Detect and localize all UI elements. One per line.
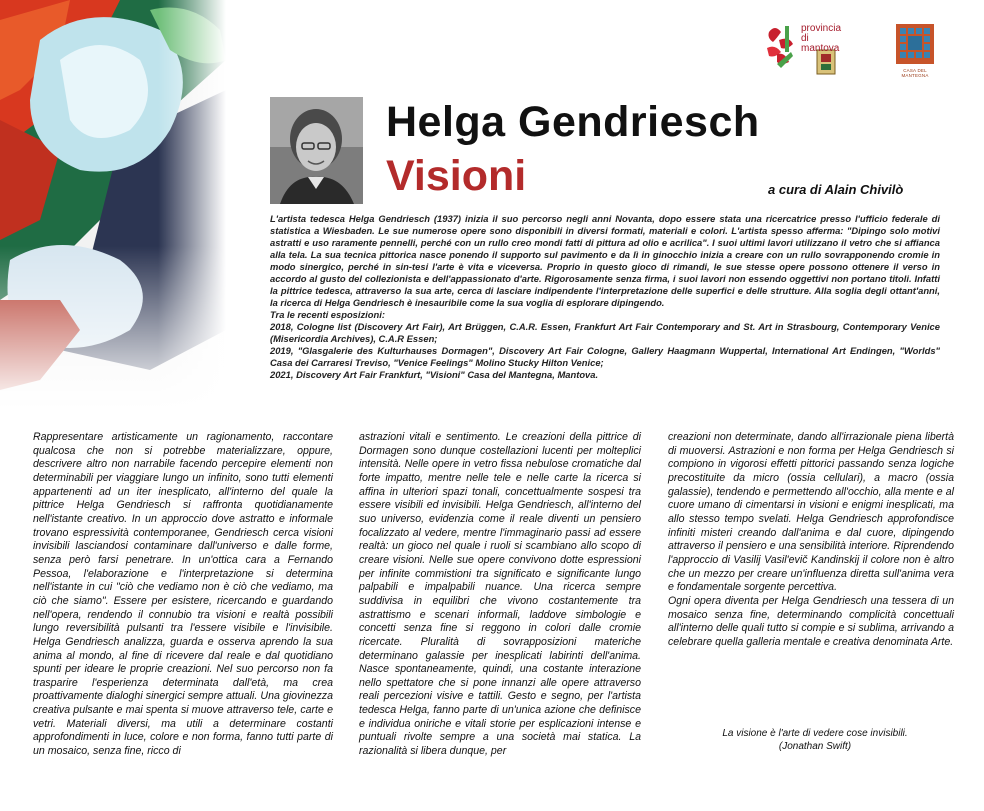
bio-intro: L'artista tedesca Helga Gendriesch (1937) inizia il suo percorso negli anni Novanta, dopo essere stata una ricercatrice presso l'ufficio federale di statistica a Wiesbaden. Le sue numerose opere sono disponibili in diversi formati, materiali e colori. L'artista spesso afferma: "Dipingo solo motivi astratti e uso raramente pennelli, perché con un rullo creo mondi fatti di pittura ad olio e acrilica". I suoi ultimi lavori utilizzano il vetro che si affianca alla tela. La sua tecnica pittorica nasce ponendo il supporto sul pavimento e da lì in ginocchio inizia a creare con un rullo sovrapponendo cromie in modo sinergico, perché in sin-tesi l'arte è vita e viceversa. Proprio in questo gioco di rimandi, le sue stesse opere possono ottenere il verso in accordo al gusto del collezionista e dell'appassionato d'arte. Rigorosamente senza firma, i suoi lavori non essendo oggettivi non portano titoli. Infatti la pittrice tedesca, attraverso la sua arte, cerca di lasciare indipendente l'interpretazione delle superfici e delle strutture. Alla soglia degli ottant'anni, la ricerca di Helga Gendriesch è inesauribile come la sua voglia di esplorare dipingendo. [270,213,940,308]
artist-portrait-photo [270,97,363,204]
artist-name: Helga Gendriesch [386,98,760,146]
exhibition-entry: 2018, Cologne list (Discovery Art Fair), Art Brüggen, C.A.R. Essen, Frankfurt Art Fair Contemporary and St. Art in Strasbourg, Contemporary Venice (Misericordia Archives), C.A.R Essen; [270,321,940,344]
provincia-text [801,24,845,54]
essay-text-2: astrazioni vitali e sentimento. Le creazioni della pittrice di Dormagen sono dunque costellazioni lucenti per molteplici intensità. Nelle opere in vetro fissa nebulose cromatiche dal forte impatto, mentre nelle tele e nelle carte la ricerca si affina in ulteriori spazi tonali, concettualmente sospesi tra essere visibili ed invisibili. Helga Gendriesch, all'interno del suo universo, evidenzia come il reale diventi un pensiero focalizzato al vedere, mentre l'immaginario passi ad essere realtà: un gioco nel quale i ruoli si scambiano allo scopo di creare visioni. Nelle sue opere convivono dotte espressioni per infinite commistioni tra significato e significante lungo palpabili e impalpabili nuance. Una ricerca sempre suddivisa in equilibri che vivono costantemente tra astrattismo e scenari informali, laddove simbologie e concetti senza fine si reggono in colori dalle cromie ricercate. Pluralità di sovrapposizioni materiche determinano galassie per inesplicati labirinti dell'anima. Nasce spontaneamente, quindi, una costante interazione nello spettatore che si pone innanzi alle opere attraverso reali percezioni visive e tattili. Gesto e segno, per l'artista tedesca Helga, fanno parte di un'unica azione che definisce e individua oniriche e vitali storie per esplicazioni intense e puntuali rivolte sempre a una società mai statica. La razionalità si libera dunque, per [359,431,641,758]
curator-credit: a cura di Alain Chivilò [768,182,904,197]
artwork-painting [0,0,226,410]
provincia-logo [765,22,845,80]
quote-text: La visione è l'arte di vedere cose invisibili. [722,728,908,739]
exhibition-entry: 2021, Discovery Art Fair Frankfurt, "Visioni" Casa del Mantegna, Mantova. [270,369,599,380]
exhibition-entry: 2019, "Glasgalerie des Kulturhauses Dormagen", Discovery Art Fair Cologne, Gallery Haagmann Wuppertal, International Art Endingen, "Worlds" Casa dei Carraresi Treviso, "Venice Feelings" Molino Stucky Hilton Venice; [270,345,940,368]
essay-column-2 [359,431,641,759]
casa-del-mantegna-label: CASA DEL MANTEGNA [901,68,929,78]
essay-text-3b: Ogni opera diventa per Helga Gendriesch una tessera di un mosaico senza fine, determinando complicità concettuali all'interno delle quali tutto si compie e si sublima, arrivando a celebrare quella galleria mentale e creativa denominata Arte. [668,594,954,648]
essay-column-3 [668,431,954,650]
provincia-line1: provincia [801,23,842,34]
casa-del-mantegna-logo [890,22,940,78]
exhibitions-heading: Tra le recenti esposizioni: [270,309,385,320]
essay-text-1: Rappresentare artisticamente un ragionamento, raccontare qualcosa che non si potrebbe materializzare, oppure, descrivere altro non narrabile facendo percepire elementi non determinabili per viaggiare lungo un infinito, sono tutti elementi appartenenti ad un iter inesplicato, all'interno del quale la pittrice Helga Gendriesch si raffronta quotidianamente nell'istante creativo. In un approccio dove astratto e informale trovano espressività contemporanee, Gendriesch cerca visioni invisibili lasciandosi contaminare dall'universo e dalle forme, senza però farsi penetrare. In un'ottica cara a Fernando Pessoa, l'elaborazione e l'interpretazione si determina nell'istante in cui "ciò che vediamo non è ciò che vediamo, ma ciò che siamo". Essere per esistere, ricercando e guardando nell'opera, rendendo il connubio tra visioni e realtà possibili lungo reversibilità pulsanti tra l'essere visibile e l'invisibile. Helga Gendriesch analizza, guarda e osserva aprendo la sua anima al mondo, al fine di ricevere dal reale e dal quotidiano spunti per ideare le proprie creazioni. Nel suo percorso non fa trasparire l'esperienza determinata dall'età, ma crea proattivamente dialoghi sinergici sempre attuali. Una giovinezza creativa pulsante e mai spenta si muove attraverso tele, carte e vetri. Materiali diversi, ma utili a determinare costanti approfondimenti in luce, colore e non forma, fanno tutti parte di un mosaico, senza fine, ricco di [33,431,333,758]
essay-text-3a: creazioni non determinate, dando all'irrazionale piena libertà di muoversi. Astrazioni e non forma per Helga Gendriesch si compiono in vigorosi effetti pittorici passando senza logiche precostituite da micro (ossia cellulari), a macro (ossia galassie), tendendo e permettendo all'occhio, alla mente e al cuore umano di cimentarsi in visioni e enigmi inesplicati, ma allo stesso tempo svelati. Helga Gendriesch approfondisce infiniti misteri creando dall'anima e dal cuore, dipingendo attraverso il pensiero e una sensibilità interiore. Riprendendo l'approccio di Vasilij Vasil'evič Kandinskij il colore non è altro che un mezzo per creare un'influenza diretta sull'anima vera e fondamentale sorgente percettiva. [668,431,954,594]
essay-column-1 [33,431,333,759]
provincia-line2: di mantova [801,33,840,54]
artist-biography [270,213,940,381]
quote-author: (Jonathan Swift) [778,741,852,752]
closing-quote [700,727,930,753]
exhibition-title: Visioni [386,152,527,200]
